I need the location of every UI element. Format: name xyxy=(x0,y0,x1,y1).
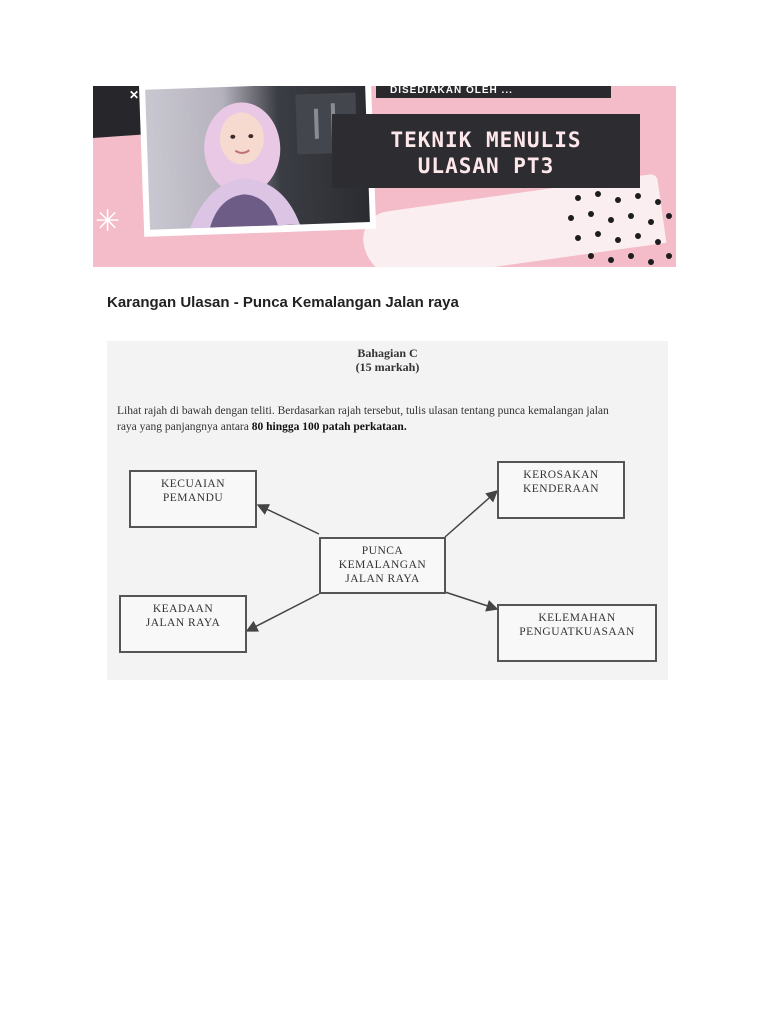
node-line: PENGUATKUASAAN xyxy=(519,626,635,638)
node-line: PEMANDU xyxy=(162,492,224,504)
instruction-text: Lihat rajah di bawah dengan teliti. Berdasarkan rajah tersebut, tulis ulasan tentang punca kemalangan jalan raya yang panjangnya antara xyxy=(117,405,609,433)
diagram-node-kelemahan-penguatkuasaan xyxy=(497,604,657,662)
section-marks: (15 markah) xyxy=(355,360,420,374)
node-line: KENDERAAN xyxy=(522,483,600,495)
banner-title-line2: ULASAN PT3 xyxy=(417,154,555,178)
arrow-to-kelemahan-penguatkuasaan xyxy=(445,592,497,609)
question-panel xyxy=(107,341,668,680)
arrow-to-keadaan-jalan-raya xyxy=(247,594,319,631)
node-line: KEADAAN xyxy=(152,603,214,615)
banner-image xyxy=(93,86,676,267)
node-line: JALAN RAYA xyxy=(145,617,221,629)
page-heading: Karangan Ulasan - Punca Kemalangan Jalan raya xyxy=(107,294,459,311)
cross-decoration-icon: ✕ xyxy=(129,88,140,102)
diagram-node-kerosakan-kenderaan xyxy=(497,461,625,519)
banner-byline: DISEDIAKAN OLEH ... xyxy=(376,86,611,98)
diagram-node-kecuaian-pemandu xyxy=(129,470,257,528)
node-line: PUNCA xyxy=(361,545,404,557)
dot-pattern-decoration xyxy=(563,186,676,267)
instruction-word-count: 80 hingga 100 patah perkataan. xyxy=(251,421,407,433)
node-line: KEMALANGAN xyxy=(338,559,427,571)
node-line: KEROSAKAN xyxy=(523,469,599,481)
banner-title-box xyxy=(332,114,640,188)
section-title: Bahagian C xyxy=(357,346,418,360)
node-line: KELEMAHAN xyxy=(538,612,616,624)
arrow-to-kecuaian-pemandu xyxy=(258,505,319,534)
sparkle-icon: ✳ xyxy=(95,205,121,238)
diagram-node-keadaan-jalan-raya xyxy=(119,595,247,653)
diagram-center-node xyxy=(319,537,446,594)
node-line: JALAN RAYA xyxy=(345,573,420,585)
node-line: KECUAIAN xyxy=(160,478,226,490)
arrow-to-kerosakan-kenderaan xyxy=(445,491,497,537)
banner-title-line1: TEKNIK MENULIS xyxy=(390,128,582,152)
